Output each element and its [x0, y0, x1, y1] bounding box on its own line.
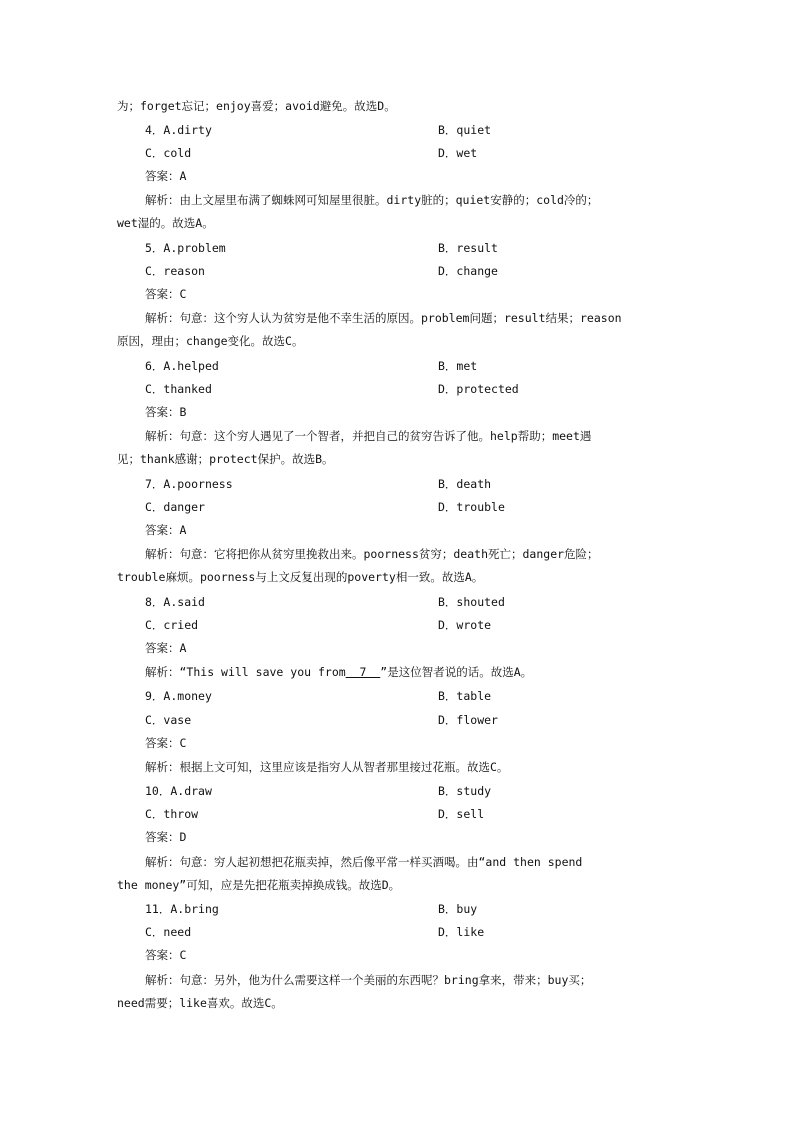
- explanation-line: 见；thank感谢；protect保护。故选B。: [117, 452, 334, 466]
- option-c: C．cold: [145, 146, 192, 160]
- explanation-line: wet湿的。故选A。: [117, 216, 214, 230]
- option-a: 7．A.poorness: [145, 477, 233, 491]
- option-c: C．thanked: [145, 382, 212, 396]
- option-c: C．danger: [145, 500, 205, 514]
- explanation-line: 解析：句意：穷人起初想把花瓶卖掉，然后像平常一样买酒喝。由“and then spend: [145, 855, 583, 869]
- option-a: 6．A.helped: [145, 359, 219, 373]
- option-d: D．protected: [438, 382, 519, 396]
- explanation-text: ”是这位智者说的话。故选A。: [380, 665, 533, 679]
- option-b: B．table: [438, 689, 492, 703]
- answer: 答案：C: [145, 736, 187, 750]
- option-d: D．change: [438, 264, 498, 278]
- option-d: D．sell: [438, 807, 485, 821]
- explanation-line: 原因，理由；change变化。故选C。: [117, 334, 304, 348]
- answer: 答案：D: [145, 830, 187, 844]
- answer: 答案：C: [145, 287, 187, 301]
- explanation-line: 解析：由上文屋里布满了蜘蛛网可知屋里很脏。dirty脏的；quiet安静的；cold冷的；: [145, 193, 599, 207]
- option-c: C．need: [145, 925, 192, 939]
- option-a: 9．A.money: [145, 689, 212, 703]
- option-b: B．met: [438, 359, 478, 373]
- option-b: B．study: [438, 784, 492, 798]
- answer: 答案：A: [145, 641, 187, 655]
- option-d: D．wet: [438, 146, 478, 160]
- blank-number: 7: [345, 665, 381, 679]
- option-b: B．quiet: [438, 123, 492, 137]
- text-line: 为；forget忘记；enjoy喜爱；avoid避免。故选D。: [117, 99, 396, 113]
- explanation-line: need需要；like喜欢。故选C。: [117, 996, 283, 1010]
- option-b: B．shouted: [438, 595, 505, 609]
- option-d: D．wrote: [438, 618, 492, 632]
- explanation-line: 解析：根据上文可知，这里应该是指穷人从智者那里接过花瓶。故选C。: [145, 760, 509, 774]
- answer: 答案：B: [145, 405, 187, 419]
- option-a: 4．A.dirty: [145, 123, 212, 137]
- option-b: B．result: [438, 241, 498, 255]
- option-a: 10．A.draw: [145, 784, 212, 798]
- option-c: C．vase: [145, 713, 192, 727]
- answer: 答案：C: [145, 948, 187, 962]
- option-a: 11．A.bring: [145, 902, 219, 916]
- option-a: 5．A.problem: [145, 241, 226, 255]
- explanation-line: 解析：句意：这个穷人遇见了一个智者，并把自己的贫穷告诉了他。help帮助；meet遇: [145, 429, 592, 443]
- option-a: 8．A.said: [145, 595, 205, 609]
- option-c: C．reason: [145, 264, 205, 278]
- explanation-line: 解析：句意：另外，他为什么需要这样一个美丽的东西呢？bring拿来，带来；buy买；: [145, 973, 592, 987]
- explanation-line: 解析：句意：这个穷人认为贫穷是他不幸生活的原因。problem问题；result结果；reason: [145, 311, 622, 325]
- explanation-line: [145, 664, 532, 680]
- answer: 答案：A: [145, 523, 187, 537]
- option-b: B．buy: [438, 902, 478, 916]
- option-c: C．cried: [145, 618, 199, 632]
- option-c: C．throw: [145, 807, 199, 821]
- explanation-line: trouble麻烦。poorness与上文反复出现的poverty相一致。故选A。: [117, 570, 484, 584]
- option-b: B．death: [438, 477, 492, 491]
- option-d: D．flower: [438, 713, 498, 727]
- answer: 答案：A: [145, 169, 187, 183]
- explanation-line: 解析：句意：它将把你从贫穷里挽救出来。poorness贫穷；death死亡；danger危险；: [145, 547, 599, 561]
- option-d: D．trouble: [438, 500, 505, 514]
- explanation-line: the money”可知，应是先把花瓶卖掉换成钱。故选D。: [117, 878, 401, 892]
- option-d: D．like: [438, 925, 485, 939]
- explanation-text: 解析：“This will save you from: [145, 665, 346, 679]
